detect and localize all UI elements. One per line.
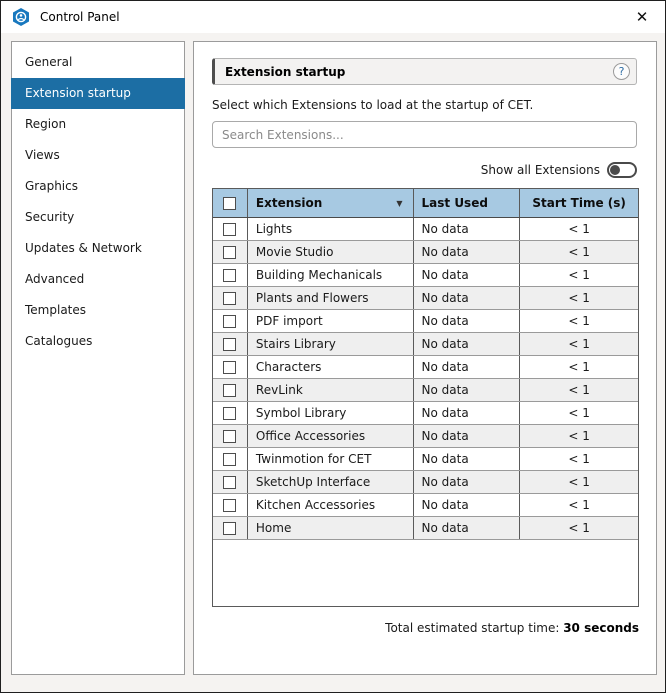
- row-checkbox[interactable]: [223, 499, 236, 512]
- row-checkbox[interactable]: [223, 269, 236, 282]
- header-extension[interactable]: Extension ▼: [248, 189, 414, 217]
- sidebar-item-label: Security: [25, 210, 75, 224]
- table-empty-area: [213, 540, 638, 606]
- table-row[interactable]: [213, 517, 638, 540]
- row-checkbox[interactable]: [223, 361, 236, 374]
- sidebar-item[interactable]: [11, 78, 185, 109]
- last-used-value: No data: [414, 379, 521, 401]
- show-all-row: [212, 161, 637, 179]
- sidebar-item-label: Advanced: [25, 272, 85, 286]
- toggle-knob: [610, 165, 620, 175]
- start-time-value: < 1: [568, 222, 590, 236]
- last-used-value: No data: [414, 287, 521, 309]
- sidebar-item[interactable]: [12, 264, 184, 295]
- extension-name: Kitchen Accessories: [248, 494, 414, 516]
- search-input[interactable]: [212, 121, 637, 148]
- extension-name: Office Accessories: [248, 425, 414, 447]
- row-checkbox[interactable]: [223, 246, 236, 259]
- sidebar-item[interactable]: [12, 171, 184, 202]
- description-text: Select which Extensions to load at the startup of CET.: [212, 98, 534, 112]
- table-row[interactable]: [213, 310, 638, 333]
- table-row[interactable]: [213, 264, 638, 287]
- row-checkbox[interactable]: [223, 384, 236, 397]
- last-used-value: No data: [414, 333, 521, 355]
- table-row[interactable]: [213, 425, 638, 448]
- sidebar: [11, 41, 185, 675]
- extension-name: PDF import: [248, 310, 414, 332]
- start-time-value: < 1: [568, 245, 590, 259]
- row-checkbox[interactable]: [223, 407, 236, 420]
- cet-app-icon: [11, 7, 31, 27]
- start-time-value: < 1: [568, 406, 590, 420]
- row-checkbox[interactable]: [223, 476, 236, 489]
- page-title: Extension startup: [225, 64, 346, 79]
- extension-name: Stairs Library: [248, 333, 414, 355]
- row-checkbox[interactable]: [223, 453, 236, 466]
- last-used-value: No data: [414, 494, 521, 516]
- last-used-value: No data: [414, 241, 521, 263]
- window-title: Control Panel: [40, 10, 120, 24]
- row-checkbox[interactable]: [223, 338, 236, 351]
- table-row[interactable]: [213, 402, 638, 425]
- last-used-value: No data: [414, 425, 521, 447]
- start-time-value: < 1: [568, 291, 590, 305]
- titlebar: [1, 1, 665, 33]
- last-used-value: No data: [414, 310, 521, 332]
- start-time-value: < 1: [568, 360, 590, 374]
- extension-name: Plants and Flowers: [248, 287, 414, 309]
- extension-name: SketchUp Interface: [248, 471, 414, 493]
- table-row[interactable]: [213, 356, 638, 379]
- table-header-row: [213, 189, 638, 218]
- summary-label: Total estimated startup time:: [385, 621, 564, 635]
- table-row[interactable]: [213, 287, 638, 310]
- sidebar-item[interactable]: [12, 140, 184, 171]
- sidebar-item-label: Catalogues: [25, 334, 93, 348]
- table-row[interactable]: [213, 218, 638, 241]
- last-used-value: No data: [414, 264, 521, 286]
- sidebar-item-label: Updates & Network: [25, 241, 142, 255]
- toggle-label: Show all Extensions: [480, 163, 600, 177]
- table-row[interactable]: [213, 333, 638, 356]
- startup-time-summary: [212, 621, 639, 635]
- sidebar-item[interactable]: [12, 109, 184, 140]
- start-time-value: < 1: [568, 383, 590, 397]
- row-checkbox[interactable]: [223, 430, 236, 443]
- header-last-used[interactable]: Last Used: [414, 189, 521, 217]
- help-icon[interactable]: ?: [613, 63, 630, 80]
- sidebar-item[interactable]: [12, 202, 184, 233]
- sidebar-item-label: Templates: [25, 303, 87, 317]
- row-checkbox[interactable]: [223, 522, 236, 535]
- select-all-checkbox[interactable]: [223, 197, 236, 210]
- table-row[interactable]: [213, 448, 638, 471]
- sidebar-item[interactable]: [12, 47, 184, 78]
- extension-name: Home: [248, 517, 414, 539]
- extensions-table: [212, 188, 639, 607]
- start-time-value: < 1: [568, 337, 590, 351]
- extension-name: Movie Studio: [248, 241, 414, 263]
- header-checkbox-cell: [213, 189, 248, 217]
- sidebar-item-label: Views: [25, 148, 60, 162]
- start-time-value: < 1: [568, 452, 590, 466]
- sidebar-item[interactable]: [12, 233, 184, 264]
- sidebar-item-label: Region: [25, 117, 67, 131]
- header-start-time[interactable]: Start Time (s): [532, 196, 626, 210]
- summary-value: 30 seconds: [563, 621, 639, 635]
- section-header: [212, 58, 637, 85]
- start-time-value: < 1: [568, 314, 590, 328]
- last-used-value: No data: [414, 471, 521, 493]
- last-used-value: No data: [414, 402, 521, 424]
- sidebar-item-label: General: [25, 55, 73, 69]
- extension-name: Building Mechanicals: [248, 264, 414, 286]
- sort-desc-icon[interactable]: ▼: [396, 198, 403, 208]
- extension-name: RevLink: [248, 379, 414, 401]
- table-row[interactable]: [213, 241, 638, 264]
- extension-name: Symbol Library: [248, 402, 414, 424]
- main-panel: [193, 41, 657, 675]
- sidebar-item-label: Extension startup: [25, 86, 131, 100]
- sidebar-item[interactable]: [12, 326, 184, 357]
- row-checkbox[interactable]: [223, 292, 236, 305]
- row-checkbox[interactable]: [223, 315, 236, 328]
- extension-name: Twinmotion for CET: [248, 448, 414, 470]
- start-time-value: < 1: [568, 429, 590, 443]
- extension-name: Characters: [248, 356, 414, 378]
- show-all-toggle[interactable]: [607, 162, 637, 178]
- sidebar-item[interactable]: [12, 295, 184, 326]
- row-checkbox[interactable]: [223, 223, 236, 236]
- last-used-value: No data: [414, 517, 521, 539]
- last-used-value: No data: [414, 218, 521, 240]
- table-row[interactable]: [213, 379, 638, 402]
- table-row[interactable]: [213, 471, 638, 494]
- table-row[interactable]: [213, 494, 638, 517]
- close-icon[interactable]: ✕: [635, 8, 649, 26]
- sidebar-item-label: Graphics: [25, 179, 78, 193]
- start-time-value: < 1: [568, 521, 590, 535]
- start-time-value: < 1: [568, 268, 590, 282]
- extension-name: Lights: [248, 218, 414, 240]
- last-used-value: No data: [414, 448, 521, 470]
- start-time-value: < 1: [568, 475, 590, 489]
- start-time-value: < 1: [568, 498, 590, 512]
- last-used-value: No data: [414, 356, 521, 378]
